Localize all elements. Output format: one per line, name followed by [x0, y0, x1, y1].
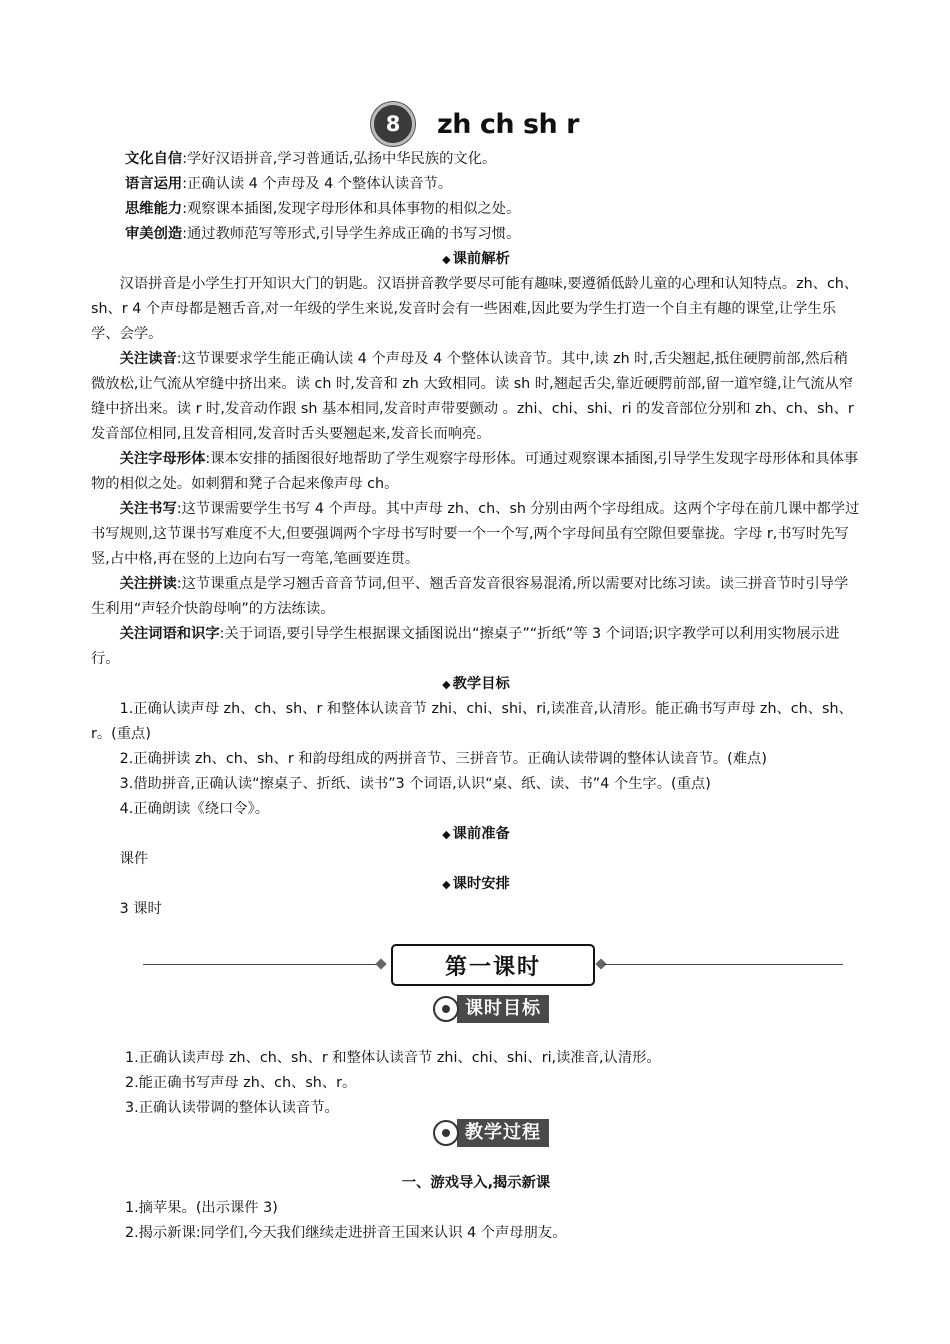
- divider-line: [603, 964, 843, 965]
- analysis-point: [91, 572, 861, 622]
- section-heading-analysis: ◆ 课前解析: [442, 251, 510, 267]
- target-icon: [433, 1120, 459, 1146]
- point-text: :课本安排的插图很好地帮助了学生观察字母形体。可通过观察课本插图,引导学生发现字母形体和具体事物的相似之处。如刺猬和凳子合起来像声母 ch。: [91, 451, 859, 492]
- step-heading: 一、游戏导入,揭示新课: [401, 1175, 551, 1191]
- goal-label: 思维能力: [125, 201, 183, 217]
- goal-line: [125, 197, 861, 222]
- lesson-number-badge: 8: [371, 102, 415, 146]
- point-label: 关注字母形体: [119, 451, 206, 467]
- divider-diamond-icon: [375, 958, 386, 969]
- point-text: :关于词语,要引导学生根据课文插图说出“擦桌子”“折纸”等 3 个词语;识字教学可以利用实物展示进行。: [91, 626, 840, 667]
- goal-line: [125, 147, 861, 172]
- teaching-goal-item: 3.借助拼音,正确认读“擦桌子、折纸、读书”3 个词语,认识“桌、纸、读、书”4 个生字。(重点): [119, 776, 711, 792]
- goal-text: :观察课本插图,发现字母形体和具体事物的相似之处。: [182, 201, 521, 217]
- teaching-goal-item: 1.正确认读声母 zh、ch、sh、r 和整体认读音节 zhi、chi、shi、ri,读准音,认清形。能正确书写声母 zh、ch、sh、r。(重点): [91, 701, 853, 742]
- point-label: 关注词语和识字: [119, 626, 220, 642]
- core-literacy-goals: [125, 147, 861, 247]
- objective-item: 3.正确认读带调的整体认读音节。: [125, 1100, 339, 1116]
- goal-text: :通过教师范写等形式,引导学生养成正确的书写习惯。: [182, 226, 521, 242]
- goal-line: [125, 222, 861, 247]
- lesson-period-title: 第一课时: [391, 944, 595, 986]
- diamond-icon: ◆: [442, 878, 451, 891]
- objectives-tag: [433, 995, 549, 1023]
- preparation-text: 课件: [119, 851, 149, 867]
- objectives-tag-label: 课时目标: [457, 995, 549, 1023]
- point-label: 关注读音: [119, 351, 177, 367]
- section-heading-preparation: ◆ 课前准备: [442, 826, 510, 842]
- teaching-goal-item: 4.正确朗读《绕口令》。: [119, 801, 270, 817]
- lesson-title-row: [0, 103, 950, 145]
- goal-line: [125, 172, 861, 197]
- point-text: :这节课需要学生书写 4 个声母。其中声母 zh、ch、sh 分别由两个字母组成。这两个字母在前几课中都学过书写规则,这节课书写难度不大,但要强调两个字母书写时要一个一个写,两个字母间虽有空隙但要靠拢。字母 r,书写时先写竖,占中格,再在竖的上边向右写一弯笔,笔画要连贯。: [91, 501, 860, 567]
- analysis-point: [91, 347, 861, 447]
- objective-item: 1.正确认读声母 zh、ch、sh、r 和整体认读音节 zhi、chi、shi、ri,读准音,认清形。: [125, 1050, 661, 1066]
- point-label: 关注书写: [119, 501, 177, 517]
- point-text: :这节课重点是学习翘舌音音节词,但平、翘舌音发音很容易混淆,所以需要对比练习读。读三拼音节时引导学生利用“声轻介快韵母响”的方法练读。: [91, 576, 849, 617]
- section-heading-schedule: ◆ 课时安排: [442, 876, 510, 892]
- teaching-process: [91, 1171, 861, 1246]
- step-item: 1.摘苹果。(出示课件 3): [125, 1200, 278, 1216]
- goal-label: 语言运用: [125, 176, 183, 192]
- process-tag-label: 教学过程: [457, 1119, 549, 1147]
- process-tag: [433, 1119, 549, 1147]
- diamond-icon: ◆: [442, 678, 451, 691]
- goal-label: 文化自信: [125, 151, 183, 167]
- point-label: 关注拼读: [119, 576, 177, 592]
- goal-text: :学好汉语拼音,学习普通话,弘扬中华民族的文化。: [182, 151, 497, 167]
- goal-label: 审美创造: [125, 226, 183, 242]
- step-item: 2.揭示新课:同学们,今天我们继续走进拼音王国来认识 4 个声母朋友。: [125, 1225, 567, 1241]
- analysis-point: [91, 497, 861, 572]
- objective-item: 2.能正确书写声母 zh、ch、sh、r。: [125, 1075, 357, 1091]
- lesson-divider: [143, 944, 843, 984]
- section-heading-teaching-goals: ◆ 教学目标: [442, 676, 510, 692]
- point-text: :这节课要求学生能正确认读 4 个声母及 4 个整体认读音节。其中,读 zh 时,舌尖翘起,抵住硬腭前部,然后稍微放松,让气流从窄缝中挤出来。读 ch 时,发音和 zh 大致相同。读 sh 时,翘起舌尖,靠近硬腭前部,留一道窄缝,让气流从窄缝中挤出来。读 r 时,发音动作跟 sh 基本相同,发音时声带要颤动 。zhi、chi、shi、ri 的发音部位分别和 zh、ch、sh、r 发音部位相同,且发音相同,发音时舌头要翘起来,发音长而响亮。: [91, 351, 854, 442]
- lesson-title: zh ch sh r: [437, 108, 579, 140]
- analysis-point: [91, 447, 861, 497]
- analysis-intro: 汉语拼音是小学生打开知识大门的钥匙。汉语拼音教学要尽可能有趣味,要遵循低龄儿童的心理和认知特点。zh、ch、sh、r 4 个声母都是翘舌音,对一年级的学生来说,发音时会有一些困难,因此要为学生打造一个自主有趣的课堂,让学生乐学、会学。: [91, 276, 859, 342]
- analysis-point: [91, 622, 861, 672]
- teaching-goal-item: 2.正确拼读 zh、ch、sh、r 和韵母组成的两拼音节、三拼音节。正确认读带调的整体认读音节。(难点): [119, 751, 767, 767]
- lesson-objectives: [91, 1046, 861, 1121]
- target-icon: [433, 996, 459, 1022]
- goal-text: :正确认读 4 个声母及 4 个整体认读音节。: [182, 176, 453, 192]
- diamond-icon: ◆: [442, 253, 451, 266]
- lesson-plan-body: [91, 147, 861, 922]
- divider-line: [143, 964, 379, 965]
- schedule-text: 3 课时: [119, 901, 162, 917]
- diamond-icon: ◆: [442, 828, 451, 841]
